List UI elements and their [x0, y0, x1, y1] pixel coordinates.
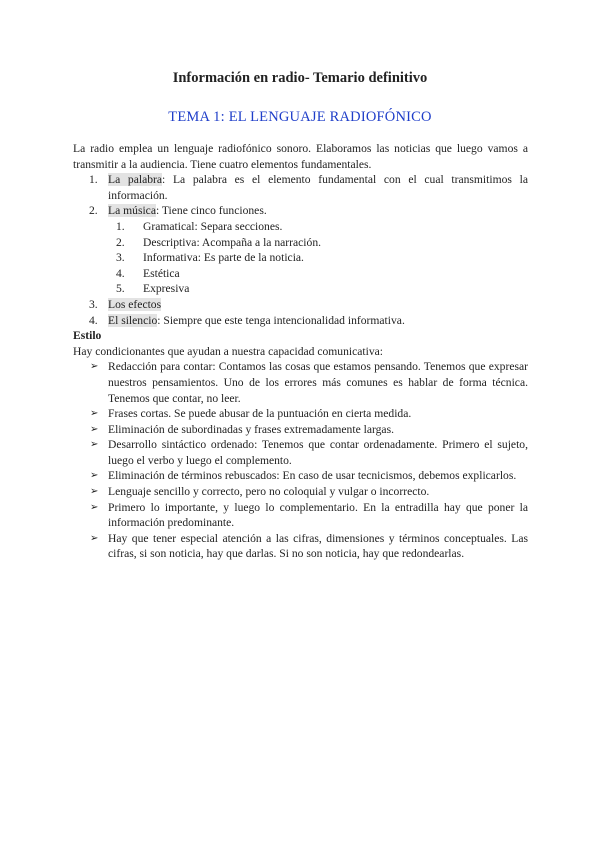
list-item-text: Eliminación de subordinadas y frases extremadamente largas. — [108, 422, 394, 436]
sub-list-item — [108, 219, 528, 235]
list-item-text: : La palabra es el elemento fundamental con el cual transmitimos la información. — [108, 173, 528, 202]
list-item — [73, 531, 528, 562]
list-item-text: Desarrollo sintáctico ordenado: Tenemos que contar ordenadamente. Primero el sujeto, luego el verbo y luego el complemento. — [108, 438, 528, 467]
list-item-text: Lenguaje sencillo y correcto, pero no coloquial y vulgar o incorrecto. — [108, 485, 430, 499]
highlighted-term: La música — [108, 204, 156, 218]
list-number: 3. — [89, 297, 98, 311]
list-number: 2. — [89, 204, 98, 218]
arrow-bullet-icon: ➢ — [90, 439, 99, 451]
document-title: Información en radio- Temario definitivo — [172, 70, 428, 86]
list-item — [73, 500, 528, 531]
sub-list-item-text: Descriptiva: Acompaña a la narración. — [143, 235, 322, 249]
list-number: 1. — [89, 173, 98, 187]
highlighted-term: La palabra — [108, 173, 163, 187]
estilo-intro: Hay condicionantes que ayudan a nuestra capacidad comunicativa: — [73, 344, 384, 358]
list-item — [73, 422, 528, 438]
document-body — [73, 141, 528, 562]
list-item — [73, 203, 528, 297]
arrow-bullet-icon: ➢ — [90, 501, 99, 513]
list-item-text: Primero lo importante, y luego lo complementario. En la entradilla hay que poner la información predominante. — [108, 500, 528, 530]
sub-list-item-text: Informativa: Es parte de la noticia. — [143, 251, 304, 265]
sub-list-item-text: Estética — [143, 266, 180, 280]
list-item — [73, 172, 528, 203]
elements-list — [73, 172, 528, 328]
list-number: 1. — [116, 219, 125, 233]
sub-list-item-text: Gramatical: Separa secciones. — [143, 219, 283, 233]
list-item — [73, 359, 528, 406]
sub-list-item — [108, 266, 528, 282]
list-number: 4. — [116, 266, 125, 280]
list-item-text: Hay que tener especial atención a las cifras, dimensiones y términos conceptuales. Las cifras, si son noticia, hay que darlas. Si no son noticia, hay que redondearlas. — [108, 531, 528, 561]
music-functions-list — [108, 219, 528, 297]
arrow-bullet-icon: ➢ — [90, 532, 99, 544]
list-number: 4. — [89, 313, 98, 327]
list-number: 3. — [116, 251, 125, 265]
arrow-bullet-icon: ➢ — [90, 470, 99, 482]
list-item — [73, 484, 528, 500]
list-number: 2. — [116, 235, 125, 249]
list-item-text: : Siempre que este tenga intencionalidad informativa. — [157, 313, 405, 327]
list-item — [73, 406, 528, 422]
arrow-bullet-icon: ➢ — [90, 423, 99, 435]
highlighted-term: El silencio — [108, 313, 158, 327]
arrow-bullet-icon: ➢ — [90, 486, 99, 498]
highlighted-term: Los efectos — [108, 297, 162, 311]
intro-paragraph: La radio emplea un lenguaje radiofónico sonoro. Elaboramos las noticias que luego vamos a transmitir a la audiencia. Tiene cuatro elementos fundamentales. — [73, 142, 528, 171]
arrow-bullet-icon: ➢ — [90, 408, 99, 420]
list-item-text: Eliminación de términos rebuscados: En caso de usar tecnicismos, debemos explicarlos. — [108, 469, 517, 483]
list-item-text: Redacción para contar: Contamos las cosas que estamos pensando. Tenemos que expresar nuestros pensamientos. Uno de los errores más comunes es hablar de forma técnica. Tenemos que contar, no leer. — [108, 360, 528, 405]
list-item — [73, 297, 528, 313]
sub-list-item — [108, 281, 528, 297]
estilo-heading: Estilo — [73, 329, 102, 343]
sub-list-item-text: Expresiva — [143, 282, 190, 296]
section-title: TEMA 1: EL LENGUAJE RADIOFÓNICO — [168, 109, 432, 125]
list-item-text: : Tiene cinco funciones. — [155, 204, 267, 218]
list-item-text: Frases cortas. Se puede abusar de la puntuación en cierta medida. — [108, 407, 412, 421]
list-item — [73, 437, 528, 468]
estilo-list — [73, 359, 528, 562]
list-item — [73, 313, 528, 329]
sub-list-item — [108, 250, 528, 266]
list-number: 5. — [116, 282, 125, 296]
list-item — [73, 468, 528, 484]
sub-list-item — [108, 235, 528, 251]
arrow-bullet-icon: ➢ — [90, 361, 99, 373]
